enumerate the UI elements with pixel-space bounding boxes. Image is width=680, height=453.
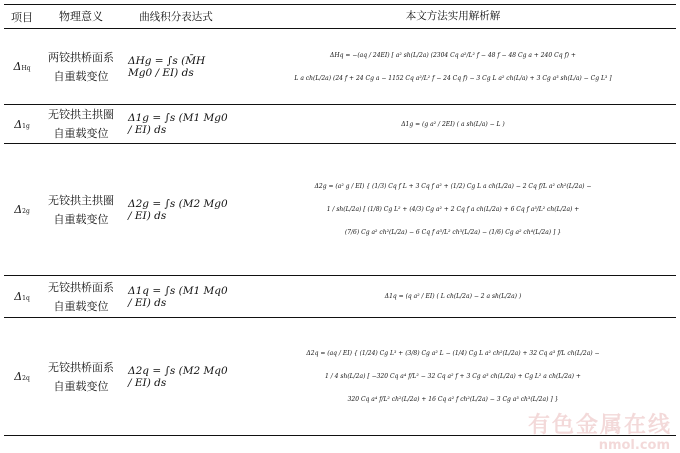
row-integral: Δ1q = ∫s (M1 Mq0 / EI) ds [122, 276, 230, 318]
formula-line: (7/6) Cg a² ch²(L/2a) − 6 Cq f a³/L² ch³(L/2a) − (1/6) Cg a² ch⁴(L/2a) ] } [344, 229, 562, 236]
header-row [4, 5, 676, 29]
meaning-line: 无铰拱主拱圈 [48, 193, 114, 207]
formula-line: Δ1g = (g a² / 2EI) ( a sh(L/a) − L ) [401, 120, 505, 128]
row-solution [230, 29, 676, 105]
watermark-title: 有色金属在线 [527, 413, 672, 438]
row-integral: Δ2q = ∫s (M2 Mq0 / EI) ds [122, 318, 230, 436]
meaning-line: 无铰拱桥面系 [48, 280, 114, 294]
row-meaning [40, 276, 122, 318]
row-solution [230, 144, 676, 276]
formula-line: 320 Cq a⁴ f/L² ch²(L/2a) + 16 Cq a² f ch²(L/2a) − 3 Cg a³ ch³(L/2a) ] } [347, 396, 559, 403]
row-symbol: Δ2q [4, 318, 40, 436]
formula-line: 1 / 4 sh(L/2a) [ −320 Cq a⁴ f/L² − 32 Cq a² f + 3 Cg a³ ch(L/2a) + Cg L² a ch(L/2a) + [325, 373, 581, 380]
header-meaning: 物理意义 [40, 5, 122, 29]
formula-line: L a ch(L/2a) (24 f + 24 Cg a − 1152 Cq a²/L² f − 24 Cq f) − 3 Cg L a² ch(L/a) + 3 Cg a³ sh(L/a) − Cg L³ ] [294, 74, 612, 82]
row-solution [230, 105, 676, 144]
row-solution [230, 276, 676, 318]
row-meaning [40, 105, 122, 144]
table-row [4, 144, 676, 276]
formula-line: Δ1q = (q a² / EI) ( L ch(L/2a) − 2 a sh(L/2a) ) [384, 293, 522, 300]
formula-line: ΔHq = −(aq / 24EI) [ a² sh(L/2a) (2304 Cq a²/L² f − 48 f − 48 Cg a + 240 Cq f) + [330, 51, 576, 59]
row-integral: Δ2g = ∫s (M2 Mg0 / EI) ds [122, 144, 230, 276]
meaning-line: 自重载变位 [53, 127, 109, 140]
row-meaning [40, 318, 122, 436]
meaning-line: 自重载变位 [53, 69, 109, 83]
header-integral: 曲线积分表达式 [122, 5, 230, 29]
table-row [4, 29, 676, 105]
formula-line: Δ2g = (a² g / EI) { (1/3) Cq f L + 3 Cq f a² + (1/2) Cg L a ch(L/2a) − 2 Cq f/L a² ch²(L/2a) − [314, 183, 592, 190]
header-solution: 本文方法实用解析解 [230, 5, 676, 29]
table-row [4, 105, 676, 144]
header-item: 项目 [4, 5, 40, 29]
row-integral: Δ1g = ∫s (M1 Mg0 / EI) ds [122, 105, 230, 144]
row-symbol: ΔHq [4, 29, 40, 105]
meaning-line: 两铰拱桥面系 [48, 50, 114, 64]
meaning-line: 自重载变位 [53, 299, 109, 313]
meaning-line: 无铰拱桥面系 [48, 360, 114, 374]
row-integral: ΔHg = ∫s (M̄H Mg0 / EI) ds [122, 29, 230, 105]
row-meaning [40, 144, 122, 276]
formula-line: Δ2q = (aq / EI) { (1/24) Cg L³ + (3/8) Cg a² L − (1/4) Cg L a² ch²(L/2a) + 32 Cq a³ f/L ch(L/2a) − [306, 350, 600, 357]
formula-line: 1 / sh(L/2a) [ (1/8) Cg L² + (4/3) Cg a² + 2 Cq f a ch(L/2a) + 6 Cq f a³/L² ch(L/2a) + [326, 206, 580, 213]
formula-table [4, 4, 676, 436]
meaning-line: 无铰拱主拱圈 [48, 108, 114, 121]
table-row [4, 276, 676, 318]
row-meaning [40, 29, 122, 105]
meaning-line: 自重载变位 [53, 379, 109, 393]
row-symbol: Δ1q [4, 276, 40, 318]
watermark-url: nmol.com [598, 438, 670, 453]
row-symbol: Δ2g [4, 144, 40, 276]
meaning-line: 自重载变位 [53, 212, 109, 226]
row-symbol: Δ1g [4, 105, 40, 144]
